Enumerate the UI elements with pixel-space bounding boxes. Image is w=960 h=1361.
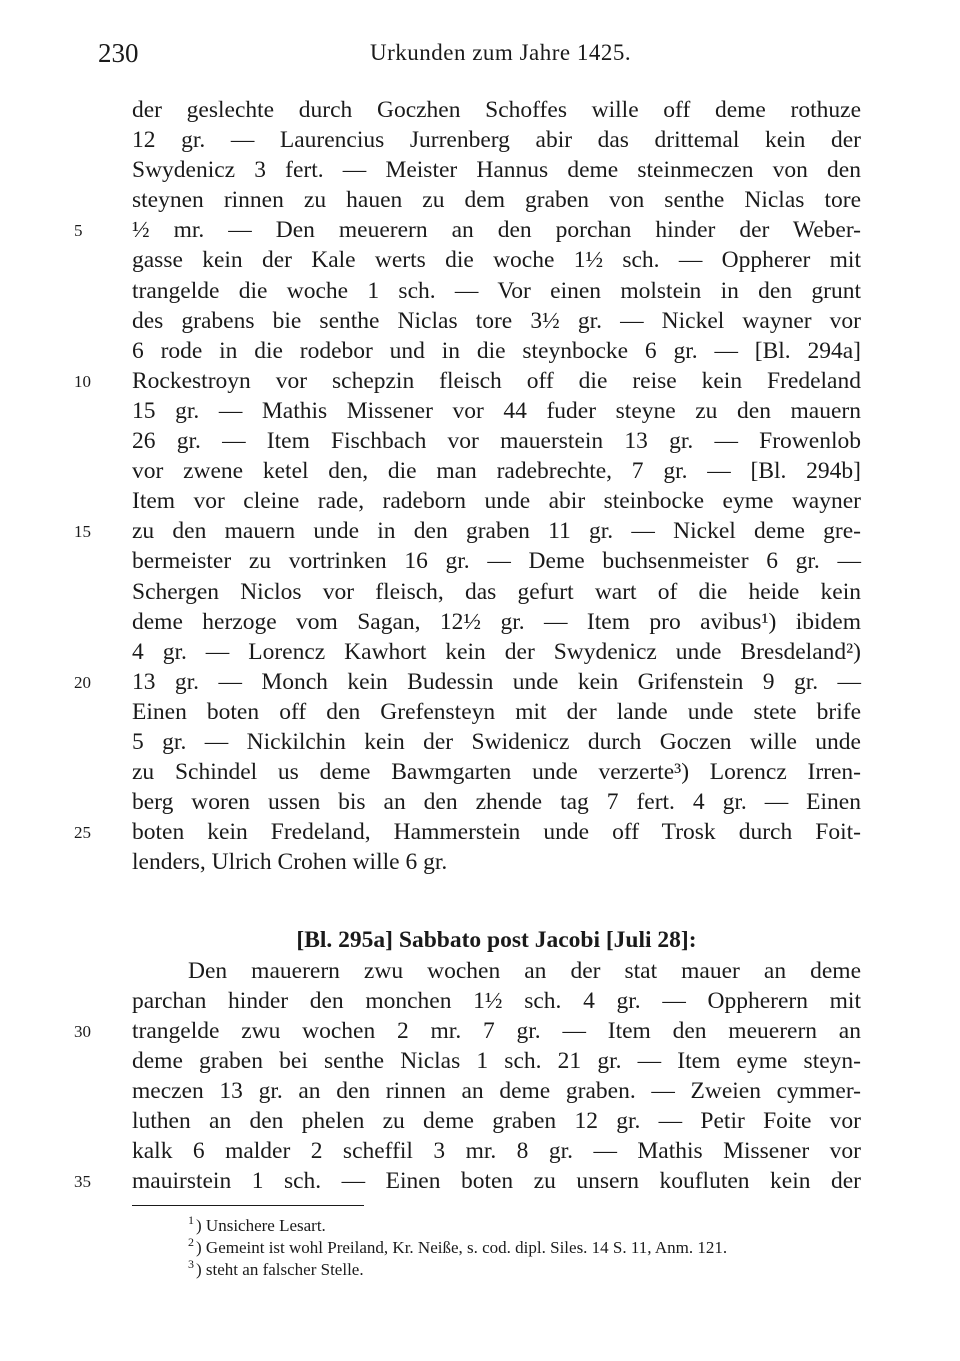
section-heading-row [0,925,960,955]
footnote-paren: ) [196,1216,206,1235]
footnote-paren: ) [196,1238,206,1257]
line-text: trangelde die woche 1 sch. — Vor einen molstein in den grunt [132,277,861,304]
line-text: Einen boten off den Grefensteyn mit der lande unde stete brife [132,698,861,725]
text-line [0,95,960,125]
line-text: 15 gr. — Mathis Missener vor 44 fuder steyne zu den mauern [132,397,861,424]
text-line [0,1106,960,1136]
line-text: 6 rode in die rodebor und in die steynbocke 6 gr. — [Bl. 294a] [132,337,861,364]
line-number: 30 [74,1021,91,1041]
line-text: boten kein Fredeland, Hammerstein unde off Trosk durch Foit- [132,819,861,846]
text-line [0,215,960,245]
section-gap [0,877,960,925]
line-text: zu Schindel us deme Bawmgarten unde verzerte³) Lorencz Irren- [132,759,861,786]
text-line [0,125,960,155]
line-text: zu den mauern unde in den graben 11 gr. — Nickel deme gre- [132,518,861,545]
line-text: luthen an den phelen zu deme graben 12 gr. — Petir Foite vor [132,1108,861,1134]
text-line [0,847,960,877]
text-line [0,956,960,986]
line-text: steynen rinnen zu hauen zu dem graben von senthe Niclas tore [132,187,861,214]
text-line [0,426,960,456]
text-line [0,697,960,727]
line-text: gasse kein der Kale werts die woche 1½ sch. — Oppherer mit [132,247,861,274]
text-line [0,1076,960,1106]
text-line [0,185,960,215]
line-number: 5 [74,221,83,241]
text-line [0,516,960,546]
line-text: 4 gr. — Lorencz Kawhort kein der Swydenicz unde Bresdeland²) [132,638,861,665]
line-text: 26 gr. — Item Fischbach vor mauerstein 13 gr. — Frowenlob [132,428,861,455]
text-line [0,1046,960,1076]
line-text: Schergen Niclos vor fleisch, das gefurt wart of die heide kein [132,578,861,605]
line-text: kalk 6 malder 2 scheffil 3 mr. 8 gr. — Mathis Missener vor [132,1138,861,1165]
footnote [188,1237,888,1259]
line-text: trangelde zwu wochen 2 mr. 7 gr. — Item den meuerern an [132,1017,861,1044]
line-text: vor zwene ketel den, die man radebrechte, 7 gr. — [Bl. 294b] [132,458,861,485]
footnote [188,1259,888,1281]
text-line [0,787,960,817]
text-line [0,986,960,1016]
text-line [0,306,960,336]
page-number: 230 [98,38,139,68]
page-header [0,38,960,72]
text-line [0,155,960,185]
footnote-text: Gemeint ist wohl Preiland, Kr. Neiße, s. cod. dipl. Siles. 14 S. 11, Anm. 121. [205,1238,728,1257]
line-text: Den mauerern zwu wochen an der stat mauer an deme [188,957,861,984]
section-heading: [Bl. 295a] Sabbato post Jacobi [Juli 28]: [296,927,697,954]
line-text: deme graben bei senthe Niclas 1 sch. 21 gr. — Item eyme steyn- [132,1047,861,1074]
text-line [0,1166,960,1196]
running-head: Urkunden zum Jahre 1425. [370,40,632,65]
text-line [0,727,960,757]
text-line [0,1136,960,1166]
line-text: Swydenicz 3 fert. — Meister Hannus deme steinmeczen von den [132,157,861,184]
text-line [0,245,960,275]
line-text: lenders, Ulrich Crohen wille 6 gr. [132,849,448,876]
line-text: berg woren ussen bis an den zhende tag 7 fert. 4 gr. — Einen [132,789,861,816]
line-number: 35 [74,1172,91,1192]
footnote-mark: 2 [188,1235,194,1250]
line-text: mauirstein 1 sch. — Einen boten zu unsern koufluten kein der [132,1168,861,1195]
body-text [0,95,960,1196]
footnote-mark: 1 [188,1213,194,1228]
line-text: Item vor cleine rade, radeborn unde abir steinbocke eyme wayner [132,488,861,515]
text-line [0,1016,960,1046]
footnote-mark: 3 [188,1257,194,1272]
footnote [188,1215,888,1237]
line-text: 13 gr. — Monch kein Budessin unde kein Grifenstein 9 gr. — [132,668,861,695]
text-line [0,546,960,576]
line-text: meczen 13 gr. an den rinnen an deme graben. — Zweien cymmer- [132,1077,861,1104]
line-text: 12 gr. — Laurencius Jurrenberg abir das drittemal kein der [132,127,861,154]
text-line [0,577,960,607]
text-line [0,276,960,306]
footnote-text: steht an falscher Stelle. [205,1260,364,1279]
footnotes [188,1215,888,1281]
text-line [0,817,960,847]
line-text: parchan hinder den monchen 1½ sch. 4 gr. — Oppherern mit [132,987,861,1014]
line-number: 15 [74,522,91,542]
footnote-paren: ) [196,1260,206,1279]
line-text: ½ mr. — Den meuerern an den porchan hinder der Weber- [132,217,861,244]
line-text: Rockestroyn vor schepzin fleisch off die reise kein Fredeland [132,367,861,394]
text-line [0,667,960,697]
line-number: 20 [74,672,91,692]
footnote-text: Unsichere Lesart. [205,1216,326,1235]
text-line [0,486,960,516]
line-text: 5 gr. — Nickilchin kein der Swidenicz durch Goczen wille unde [132,728,861,755]
footnote-divider [132,1205,364,1206]
text-line [0,757,960,787]
text-line [0,637,960,667]
line-text: der geslechte durch Goczhen Schoffes wille off deme rothuze [132,97,861,123]
line-text: des grabens bie senthe Niclas tore 3½ gr. — Nickel wayner vor [132,307,861,334]
line-number: 25 [74,823,91,843]
text-line [0,456,960,486]
text-line [0,396,960,426]
line-text: deme herzoge vom Sagan, 12½ gr. — Item pro avibus¹) ibidem [132,608,861,635]
text-line [0,366,960,396]
text-line [0,336,960,366]
line-text: bermeister zu vortrinken 16 gr. — Deme buchsenmeister 6 gr. — [132,548,861,575]
line-number: 10 [74,371,91,391]
text-line [0,607,960,637]
